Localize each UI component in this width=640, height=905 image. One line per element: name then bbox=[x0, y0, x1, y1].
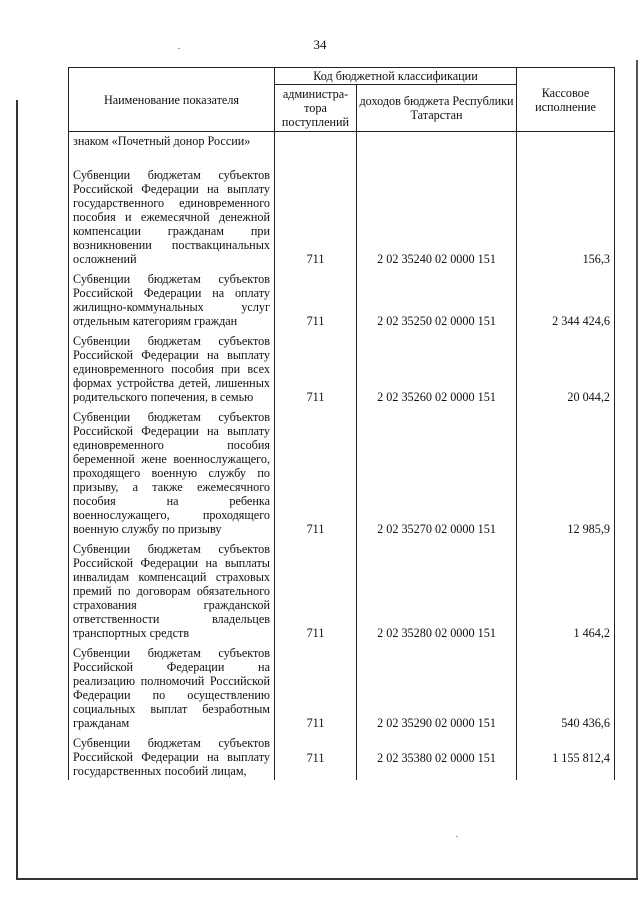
header-admin: администра-тора поступлений bbox=[275, 85, 357, 132]
row-name: Субвенции бюджетам субъектов Российской Федерации на выплату единовременного пособия беременной жене военнослужащего, проходящего военную службу по призыву, а также ежемесячного пособия на ребенка военнослужащего, проходящего военную службу по призыву bbox=[69, 404, 275, 536]
row-name: Субвенции бюджетам субъектов Российской Федерации на выплату государственного единовременного пособия и ежемесячной денежной компенсации гражданам при возникновении поствакцинальных осложнений bbox=[69, 152, 275, 266]
budget-table bbox=[68, 67, 615, 780]
row-amount: 540 436,6 bbox=[517, 640, 615, 730]
scan-edge-bottom bbox=[16, 878, 638, 880]
row-code: 2 02 35290 02 0000 151 bbox=[357, 640, 517, 730]
row-name: Субвенции бюджетам субъектов Российской Федерации на выплату государственных пособий лицам, bbox=[69, 730, 275, 780]
continuation-text: знаком «Почетный донор России» bbox=[69, 132, 275, 153]
header-amount: Кассовое исполнение bbox=[517, 68, 615, 132]
row-admin: 711 bbox=[275, 536, 357, 640]
table-row bbox=[69, 266, 615, 328]
row-code: 2 02 35270 02 0000 151 bbox=[357, 404, 517, 536]
row-amount: 1 464,2 bbox=[517, 536, 615, 640]
row-amount: 1 155 812,4 bbox=[517, 730, 615, 780]
table-row bbox=[69, 640, 615, 730]
row-admin: 711 bbox=[275, 730, 357, 780]
page-number: 34 bbox=[313, 37, 327, 52]
table-row bbox=[69, 404, 615, 536]
row-name: Субвенции бюджетам субъектов Российской Федерации на реализацию полномочий Российской Федерации по осуществлению социальных выплат безработным гражданам bbox=[69, 640, 275, 730]
table-row bbox=[69, 152, 615, 266]
scan-edge-right bbox=[636, 60, 638, 880]
row-code: 2 02 35240 02 0000 151 bbox=[357, 152, 517, 266]
table-row bbox=[69, 730, 615, 780]
row-code: 2 02 35250 02 0000 151 bbox=[357, 266, 517, 328]
row-amount: 12 985,9 bbox=[517, 404, 615, 536]
header-name: Наименование показателя bbox=[69, 68, 275, 132]
row-admin: 711 bbox=[275, 266, 357, 328]
header-code-group: Код бюджетной классификации bbox=[275, 68, 517, 85]
row-code: 2 02 35260 02 0000 151 bbox=[357, 328, 517, 404]
scan-speck bbox=[178, 48, 180, 49]
row-name: Субвенции бюджетам субъектов Российской Федерации на выплату единовременного пособия при всех формах устройства детей, лишенных родительского попечения, в семью bbox=[69, 328, 275, 404]
row-code: 2 02 35380 02 0000 151 bbox=[357, 730, 517, 780]
continuation-row bbox=[69, 132, 615, 153]
row-amount: 2 344 424,6 bbox=[517, 266, 615, 328]
row-amount: 156,3 bbox=[517, 152, 615, 266]
row-code: 2 02 35280 02 0000 151 bbox=[357, 536, 517, 640]
row-admin: 711 bbox=[275, 152, 357, 266]
row-name: Субвенции бюджетам субъектов Российской Федерации на выплаты инвалидам компенсаций страховых премий по договорам обязательного страхования гражданской ответственности владельцев транспортных средств bbox=[69, 536, 275, 640]
row-admin: 711 bbox=[275, 404, 357, 536]
table-row bbox=[69, 328, 615, 404]
header-income: доходов бюджета Республики Татарстан bbox=[357, 85, 517, 132]
scan-speck bbox=[456, 836, 458, 837]
table-row bbox=[69, 536, 615, 640]
row-admin: 711 bbox=[275, 640, 357, 730]
row-admin: 711 bbox=[275, 328, 357, 404]
row-amount: 20 044,2 bbox=[517, 328, 615, 404]
scan-edge-left bbox=[16, 100, 18, 880]
row-name: Субвенции бюджетам субъектов Российской Федерации на оплату жилищно-коммунальных услуг отдельным категориям граждан bbox=[69, 266, 275, 328]
